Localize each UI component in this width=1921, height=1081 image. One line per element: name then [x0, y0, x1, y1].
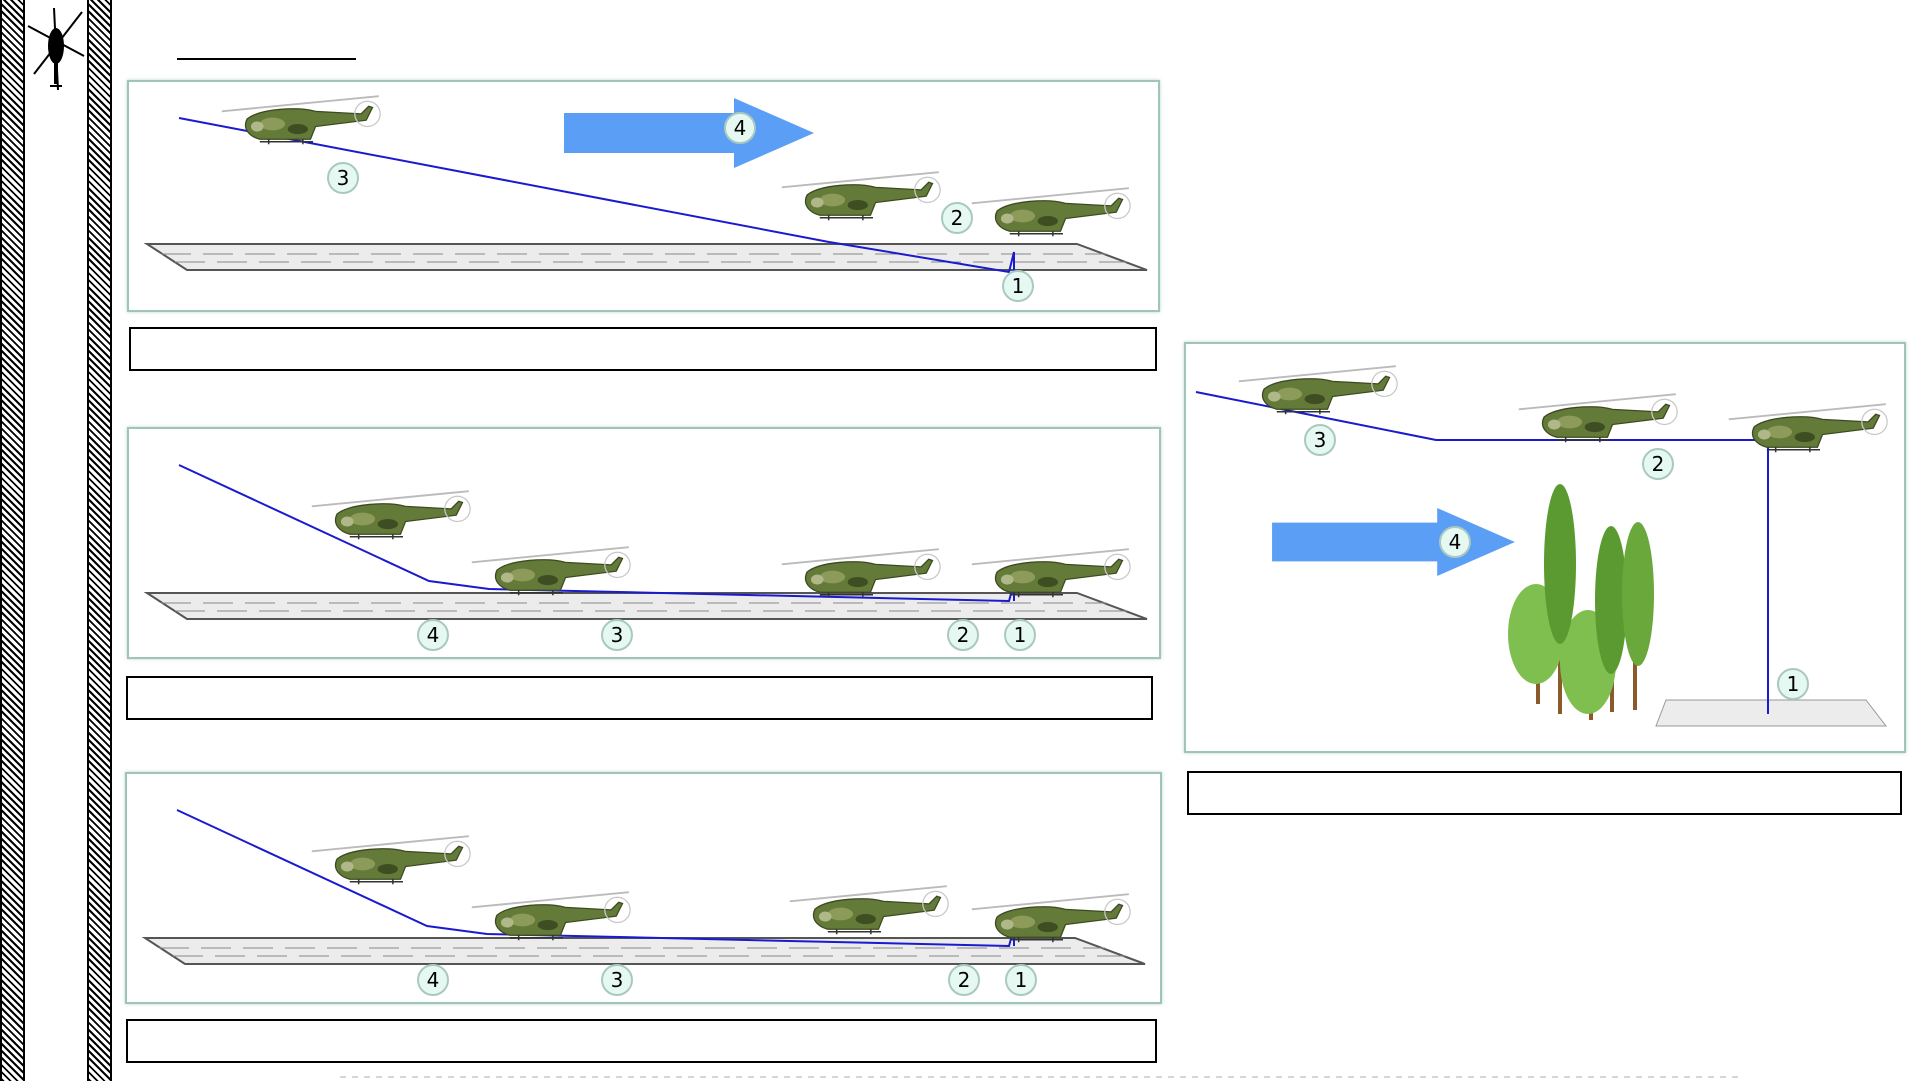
runway-icon	[145, 938, 1145, 964]
marker-label: 4	[426, 623, 440, 647]
helicopter-icon	[972, 188, 1130, 236]
marker-badge	[1003, 271, 1033, 301]
marker-label: 1	[1011, 274, 1025, 298]
marker-label: 1	[1786, 672, 1800, 696]
flight-path	[179, 465, 1014, 601]
takeoff-diagram-panel-a	[127, 80, 1160, 312]
marker-label: 2	[956, 623, 970, 647]
marker-badge	[725, 113, 755, 143]
runway-icon	[147, 593, 1147, 619]
marker-label: 3	[336, 166, 350, 190]
helicopter-icon	[790, 886, 948, 934]
landing-pad-icon	[1656, 700, 1886, 726]
marker-label: 2	[950, 206, 964, 230]
landing-diagram-panel-c	[125, 772, 1162, 1004]
marker-badge	[418, 965, 448, 995]
marker-badge	[949, 965, 979, 995]
diagram-d-drawing	[1186, 344, 1904, 751]
runway-icon	[147, 244, 1147, 270]
marker-label: 3	[1313, 428, 1327, 452]
helicopter-icon	[1519, 394, 1677, 442]
helicopter-icon	[222, 96, 380, 144]
marker-badge	[1305, 425, 1335, 455]
helicopter-icon	[472, 892, 630, 940]
right-hatched-border	[87, 0, 112, 1081]
marker-badge	[1778, 669, 1808, 699]
arrow-right-icon	[564, 98, 814, 168]
helicopter-icon	[972, 549, 1130, 597]
marker-badge	[418, 620, 448, 650]
marker-label: 1	[1013, 623, 1027, 647]
marker-badge	[1643, 449, 1673, 479]
caption-box-d	[1187, 771, 1902, 815]
marker-badge	[328, 163, 358, 193]
helicopter-icon	[312, 836, 470, 884]
marker-label: 2	[957, 968, 971, 992]
helicopter-icon	[1239, 366, 1397, 414]
marker-badge	[602, 965, 632, 995]
tree-icon	[1508, 484, 1654, 720]
marker-label: 3	[610, 968, 624, 992]
marker-badge	[602, 620, 632, 650]
marker-label: 2	[1651, 452, 1665, 476]
helicopter-icon	[972, 894, 1130, 942]
caption-box-b	[126, 676, 1153, 720]
marker-badge	[1005, 620, 1035, 650]
marker-label: 3	[610, 623, 624, 647]
marker-badge	[1006, 965, 1036, 995]
marker-badge	[942, 203, 972, 233]
diagram-b-drawing	[129, 429, 1159, 657]
flight-path	[177, 810, 1014, 946]
footer-faded-text-line	[340, 1076, 1740, 1078]
marker-label: 1	[1014, 968, 1028, 992]
title-underline	[177, 58, 356, 60]
helicopter-icon	[472, 547, 630, 595]
marker-label: 4	[426, 968, 440, 992]
marker-label: 4	[733, 116, 747, 140]
helicopter-icon	[782, 172, 940, 220]
left-hatched-border	[0, 0, 25, 1081]
marker-label: 4	[1448, 530, 1462, 554]
landing-diagram-panel-b	[127, 427, 1161, 659]
helicopter-icon	[1729, 404, 1887, 452]
caption-box-c	[126, 1019, 1157, 1063]
helicopter-icon	[312, 491, 470, 539]
marker-badge	[1440, 527, 1470, 557]
helicopter-logo-icon	[24, 4, 88, 96]
caption-box-a	[129, 327, 1157, 371]
vertical-takeoff-diagram-panel-d	[1184, 342, 1906, 753]
helicopter-icon	[782, 549, 940, 597]
marker-badge	[948, 620, 978, 650]
arrow-right-icon	[1272, 508, 1515, 576]
diagram-c-drawing	[127, 774, 1160, 1002]
diagram-a-drawing	[129, 82, 1158, 310]
